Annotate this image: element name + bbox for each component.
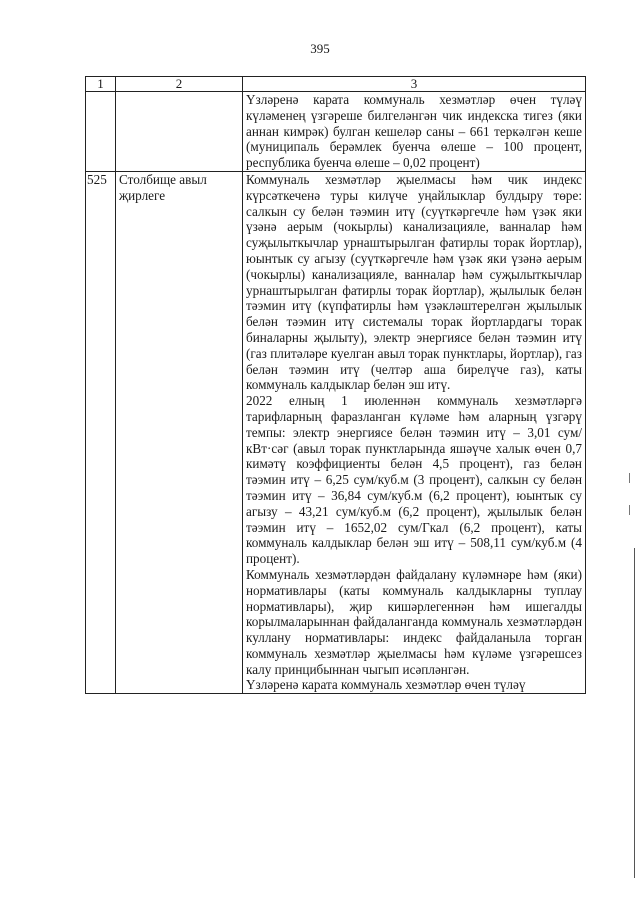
header-col-2: 2 xyxy=(116,77,243,92)
paragraph-continued: Үзләренә карата коммуналь хезмәтләр өчен түләү xyxy=(246,677,526,693)
continuation-number-cell xyxy=(86,92,116,172)
page-number: 395 xyxy=(310,41,330,56)
scan-artifact-line xyxy=(634,548,635,878)
row-number: 525 xyxy=(86,171,116,693)
tariff-table xyxy=(85,76,586,694)
header-col-1: 1 xyxy=(86,77,116,92)
header-col-3: 3 xyxy=(243,77,586,92)
continuation-text-cell xyxy=(243,92,586,172)
table-header-row xyxy=(86,77,586,92)
scan-artifact-dot xyxy=(629,505,630,515)
scan-artifact-dot xyxy=(629,473,630,483)
table-row-continuation xyxy=(86,92,586,172)
paragraph-utilities-types: Коммуналь хезмәтләр җыелмасы һәм чик индекс күрсәткеченә туры килүче уңайлыклар булдыру төре: салкын су белән тәэмин итү (суүткәргечле һәм үзәк яки үзәнә аерым (чокырлы) канализацияле, ванналар һәм суҗылыткычлар урнаштырылган фатирлы торак йортлар), юынтык су агызу (суүткәргечле һәм үзәк яки үзәнә аерым (чокырлы) канализацияле, ванналар һәм суҗылыткычлар урнаштырылган фатирлы торак йортлар), җылылык белән тәэмин итү (күпфатирлы һәм үзәкләштерелгән җылылык белән тәэмин итү системалы торак йортлардагы торак биналарны җылыту), электр энергиясе белән тәэмин итү (газ плитәләре куелган авыл торак пунктлары, йортлар), газ белән тәэмин итү (челтәр аша бирелүче газ), каты коммуналь калдыклар белән эш итү. xyxy=(246,171,582,393)
paragraph-norms: Коммуналь хезмәтләрдән файдалану күләмнәре һәм (яки) нормативлары (каты коммуналь калдыкларны туплау нормативлары), җир кишәрлегеннән һәм ишегалды корылмаларыннан файдаланганда коммуналь хезмәтләрдән куллану нормативлары: индекс файдаланыла торган коммуналь хезмәтләр җыелмасы һәм күләме үзгәрешсез калу принцибыннан чыгып исәпләнгән. xyxy=(246,566,582,677)
continuation-text: Үзләренә карата коммуналь хезмәтләр өчен түләү күләменең үзгәреше билгеләнгән чик индекска тигез (яки аннан кимрәк) булган кешеләр саны – 661 теркәлгән кеше (муниципаль берәмлек буенча өлеше – 100 процент, республика буенча өлеше – 0,02 процент) xyxy=(246,92,582,171)
row-description-cell xyxy=(243,171,586,693)
continuation-name-cell xyxy=(116,92,243,172)
settlement-name: Столбище авыл җирлеге xyxy=(116,171,243,693)
table-row xyxy=(86,171,586,693)
paragraph-tariffs: 2022 елның 1 июленнән коммуналь хезмәтләргә тарифларның фаразланган күләме һәм аларның үзгәрү темпы: электр энергиясе белән тәэмин итү – 3,01 сум/кВт·сәг (авыл торак пунктларында яшәүче халык өчен 0,7 кимәтү коэффициенты белән 4,5 процент), газ белән тәэмин итү – 6,25 сум/куб.м (3 процент), салкын су белән тәэмин итү – 36,84 сум/куб.м (6,2 процент), юынтык су агызу – 43,21 сум/куб.м (6,2 процент), җылылык белән тәэмин итү – 1652,02 сум/Гкал (6,2 процент), каты коммуналь калдыклар белән эш итү – 508,11 сум/куб.м (4 процент). xyxy=(246,393,582,567)
